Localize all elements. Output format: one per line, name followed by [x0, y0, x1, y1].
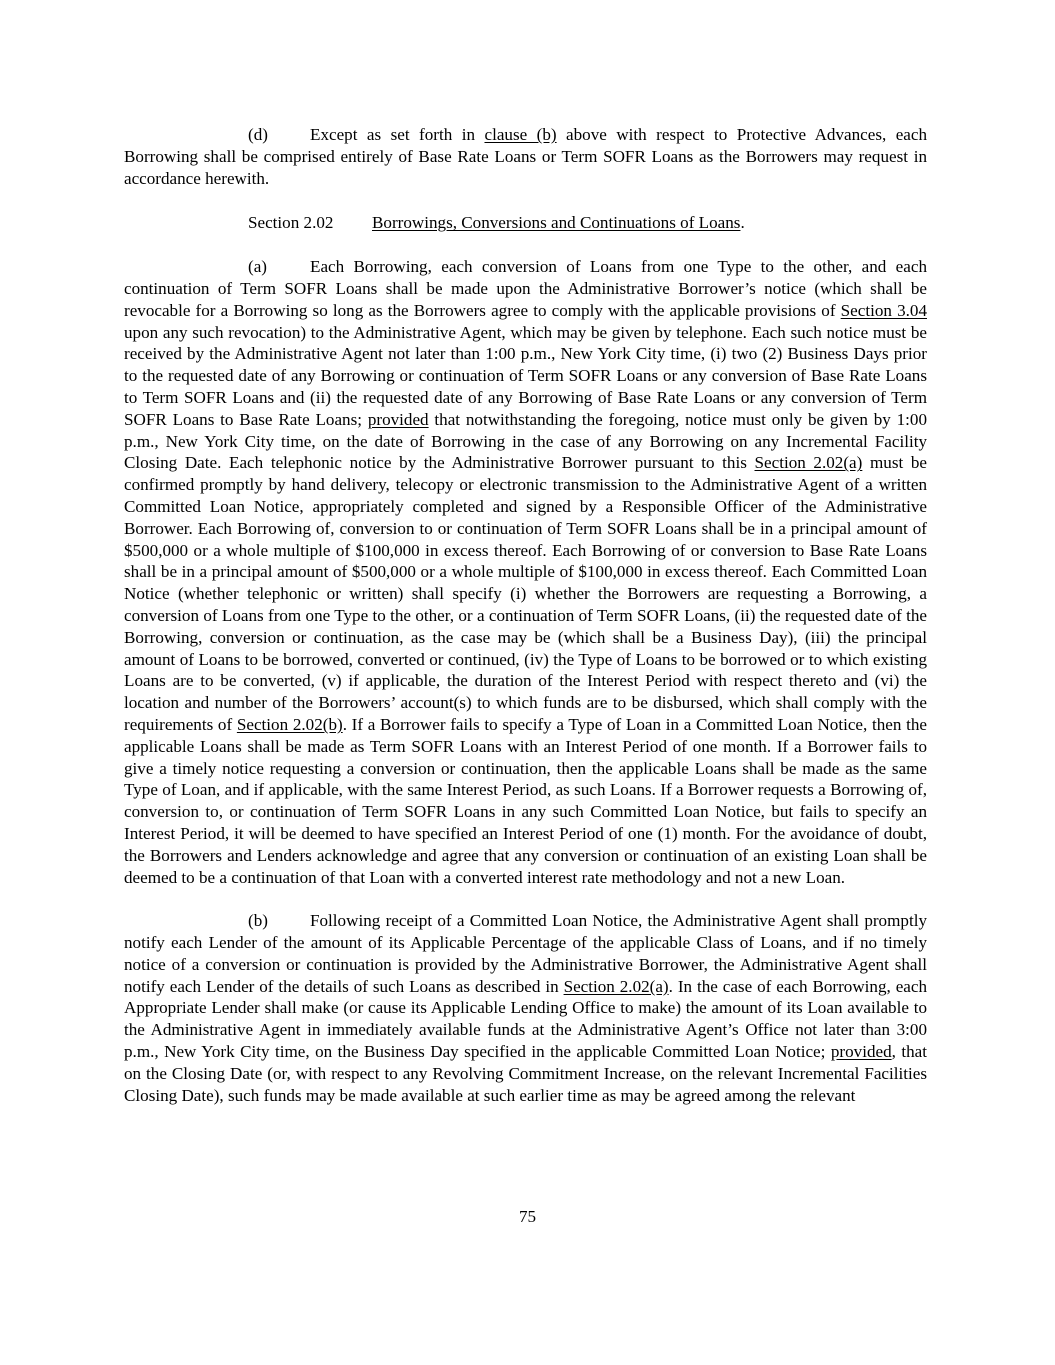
- paragraph-a: (a) Each Borrowing, each conversion of Loans from one Type to the other, and each continuation of Term SOFR Loans shall be made upon the Administrative Borrower’s notice (which shall be revocable for a Borrowing so long as the Borrowers agree to comply with the applicable provisions of Section 3.04 upon any such revocation) to the Administrative Agent, which may be given by telephone. Each such notice must be received by the Administrative Agent not later than 1:00 p.m., New York City time, (i) two (2) Business Days prior to the requested date of any Borrowing or continuation of Term SOFR Loans or any conversion of Base Rate Loans to Term SOFR Loans and (ii) the requested date of any Borrowing of Base Rate Loans or any conversion of Term SOFR Loans to Base Rate Loans; provided that notwithstanding the foregoing, notice must only be given by 1:00 p.m., New York City time, on the date of Borrowing in the case of any Borrowing on any Incremental Facility Closing Date. Each telephonic notice by the Administrative Borrower pursuant to this Section 2.02(a) must be confirmed promptly by hand delivery, telecopy or electronic transmission to the Administrative Agent of a written Committed Loan Notice, appropriately completed and signed by a Responsible Officer of the Administrative Borrower. Each Borrowing of, conversion to or continuation of Term SOFR Loans shall be in a principal amount of $500,000 or a whole multiple of $100,000 in excess thereof. Each Borrowing of or conversion to Base Rate Loans shall be in a principal amount of $500,000 or a whole multiple of $100,000 in excess thereof. Each Committed Loan Notice (whether telephonic or written) shall specify (i) whether the Borrowers are requesting a Borrowing, a conversion of Loans from one Type to the other, or a continuation of Term SOFR Loans, (ii) the requested date of the Borrowing, conversion or continuation, as the case may be (which shall be a Business Day), (iii) the principal amount of Loans to be borrowed, converted or continued, (iv) the Type of Loans to be borrowed or to which existing Loans are to be converted, (v) if applicable, the duration of the Interest Period with respect thereto and (vi) the location and number of the Borrowers’ account(s) to which funds are to be disbursed, which shall comply with the requirements of Section 2.02(b). If a Borrower fails to specify a Type of Loan in a Committed Loan Notice, then the applicable Loans shall be made as Term SOFR Loans with an Interest Period of one month. If a Borrower fails to give a timely notice requesting a conversion or continuation, then the applicable Loans shall be made as the same Type of Loan, and if applicable, with the same Interest Period, as such Loans. If a Borrower requests a Borrowing of, conversion to, or continuation of Term SOFR Loans in any such Committed Loan Notice, but fails to specify an Interest Period, it will be deemed to have specified an Interest Period of one (1) month. For the avoidance of doubt, the Borrowers and Lenders acknowledge and agree that any conversion or continuation of an existing Loan shall be deemed to be a continuation of that Loan with a converted interest rate methodology and not a new Loan.: [124, 257, 928, 887]
- cross-reference: Section 2.02(a): [563, 976, 669, 996]
- paragraph-d: (d) Except as set forth in clause (b) above with respect to Protective Advances, each Borrowing shall be comprised entirely of Base Rate Loans or Term SOFR Loans as the Borrowers may request in accordance herewith.: [124, 125, 928, 188]
- paragraph-label: (d): [248, 125, 268, 144]
- section-heading: Section 2.02 Borrowings, Conversions and Continuations of Loans.: [248, 213, 745, 233]
- document-page: [124, 124, 927, 1106]
- page-number: 75: [518, 1207, 537, 1226]
- paragraph-spacer: [124, 888, 927, 910]
- paragraph-label: (b): [248, 911, 268, 931]
- paragraph-b: (b) Following receipt of a Committed Loan Notice, the Administrative Agent shall promptly notify each Lender of the amount of its Applicable Percentage of the applicable Class of Loans, and if no timely notice of a conversion or continuation is provided by the Administrative Borrower, the Administrative Agent shall notify each Lender of the details of such Loans as described in Section 2.02(a). In the case of each Borrowing, each Appropriate Lender shall make (or cause its Applicable Lending Office to make) the amount of its Loan available to the Administrative Agent in immediately available funds at the Administrative Agent’s Office not later than 3:00 p.m., New York City time, on the Business Day specified in the applicable Committed Loan Notice; provided, that on the Closing Date (or, with respect to any Revolving Commitment Increase, on the relevant Incremental Facilities Closing Date), such funds may be made available at such earlier time as may be agreed among the relevant: [124, 911, 928, 1105]
- cross-reference: Section 2.02(a): [754, 453, 863, 473]
- proviso-term: provided: [830, 1042, 892, 1062]
- cross-reference: Section 2.02(b): [236, 714, 343, 734]
- section-title: Borrowings, Conversions and Continuations of Loans: [372, 213, 741, 233]
- cross-reference: Section 3.04: [840, 300, 927, 320]
- section-number: Section 2.02: [248, 213, 334, 233]
- paragraph-label: (a): [248, 257, 267, 277]
- proviso-term: provided: [367, 409, 429, 429]
- cross-reference: clause (b): [484, 125, 557, 144]
